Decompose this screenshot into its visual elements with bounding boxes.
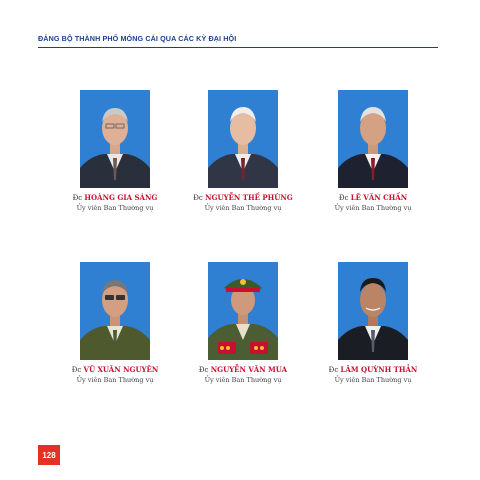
portrait-photo	[80, 262, 150, 360]
portrait-photo	[208, 262, 278, 360]
member-name: Đc NGUYỄN VĂN MUA	[198, 365, 288, 374]
portrait-photo	[80, 90, 150, 188]
page-header	[38, 33, 438, 48]
member-role: Ủy viên Ban Thường vụ	[204, 204, 282, 212]
member-name: Đc HOÀNG GIA SÁNG	[72, 193, 158, 202]
member-role: Ủy viên Ban Thường vụ	[76, 204, 154, 212]
page-number: 128	[38, 445, 60, 465]
member-name: Đc VŨ XUÂN NGUYÊN	[71, 365, 159, 374]
member-name: Đc LÂM QUỲNH THẢN	[328, 365, 418, 374]
portrait-photo	[208, 90, 278, 188]
portrait-photo	[338, 262, 408, 360]
member-name: Đc NGUYỄN THẾ PHÙNG	[193, 193, 293, 202]
member-role: Ủy viên Ban Thường vụ	[334, 376, 412, 384]
header-title: ĐẢNG BỘ THÀNH PHỐ MÓNG CÁI QUA CÁC KỲ ĐẠI HỘI	[38, 34, 237, 43]
member-role: Ủy viên Ban Thường vụ	[334, 204, 412, 212]
member-role: Ủy viên Ban Thường vụ	[204, 376, 282, 384]
member-name: Đc LÊ VĂN CHẤN	[338, 193, 408, 202]
member-role: Ủy viên Ban Thường vụ	[76, 376, 154, 384]
portrait-photo	[338, 90, 408, 188]
